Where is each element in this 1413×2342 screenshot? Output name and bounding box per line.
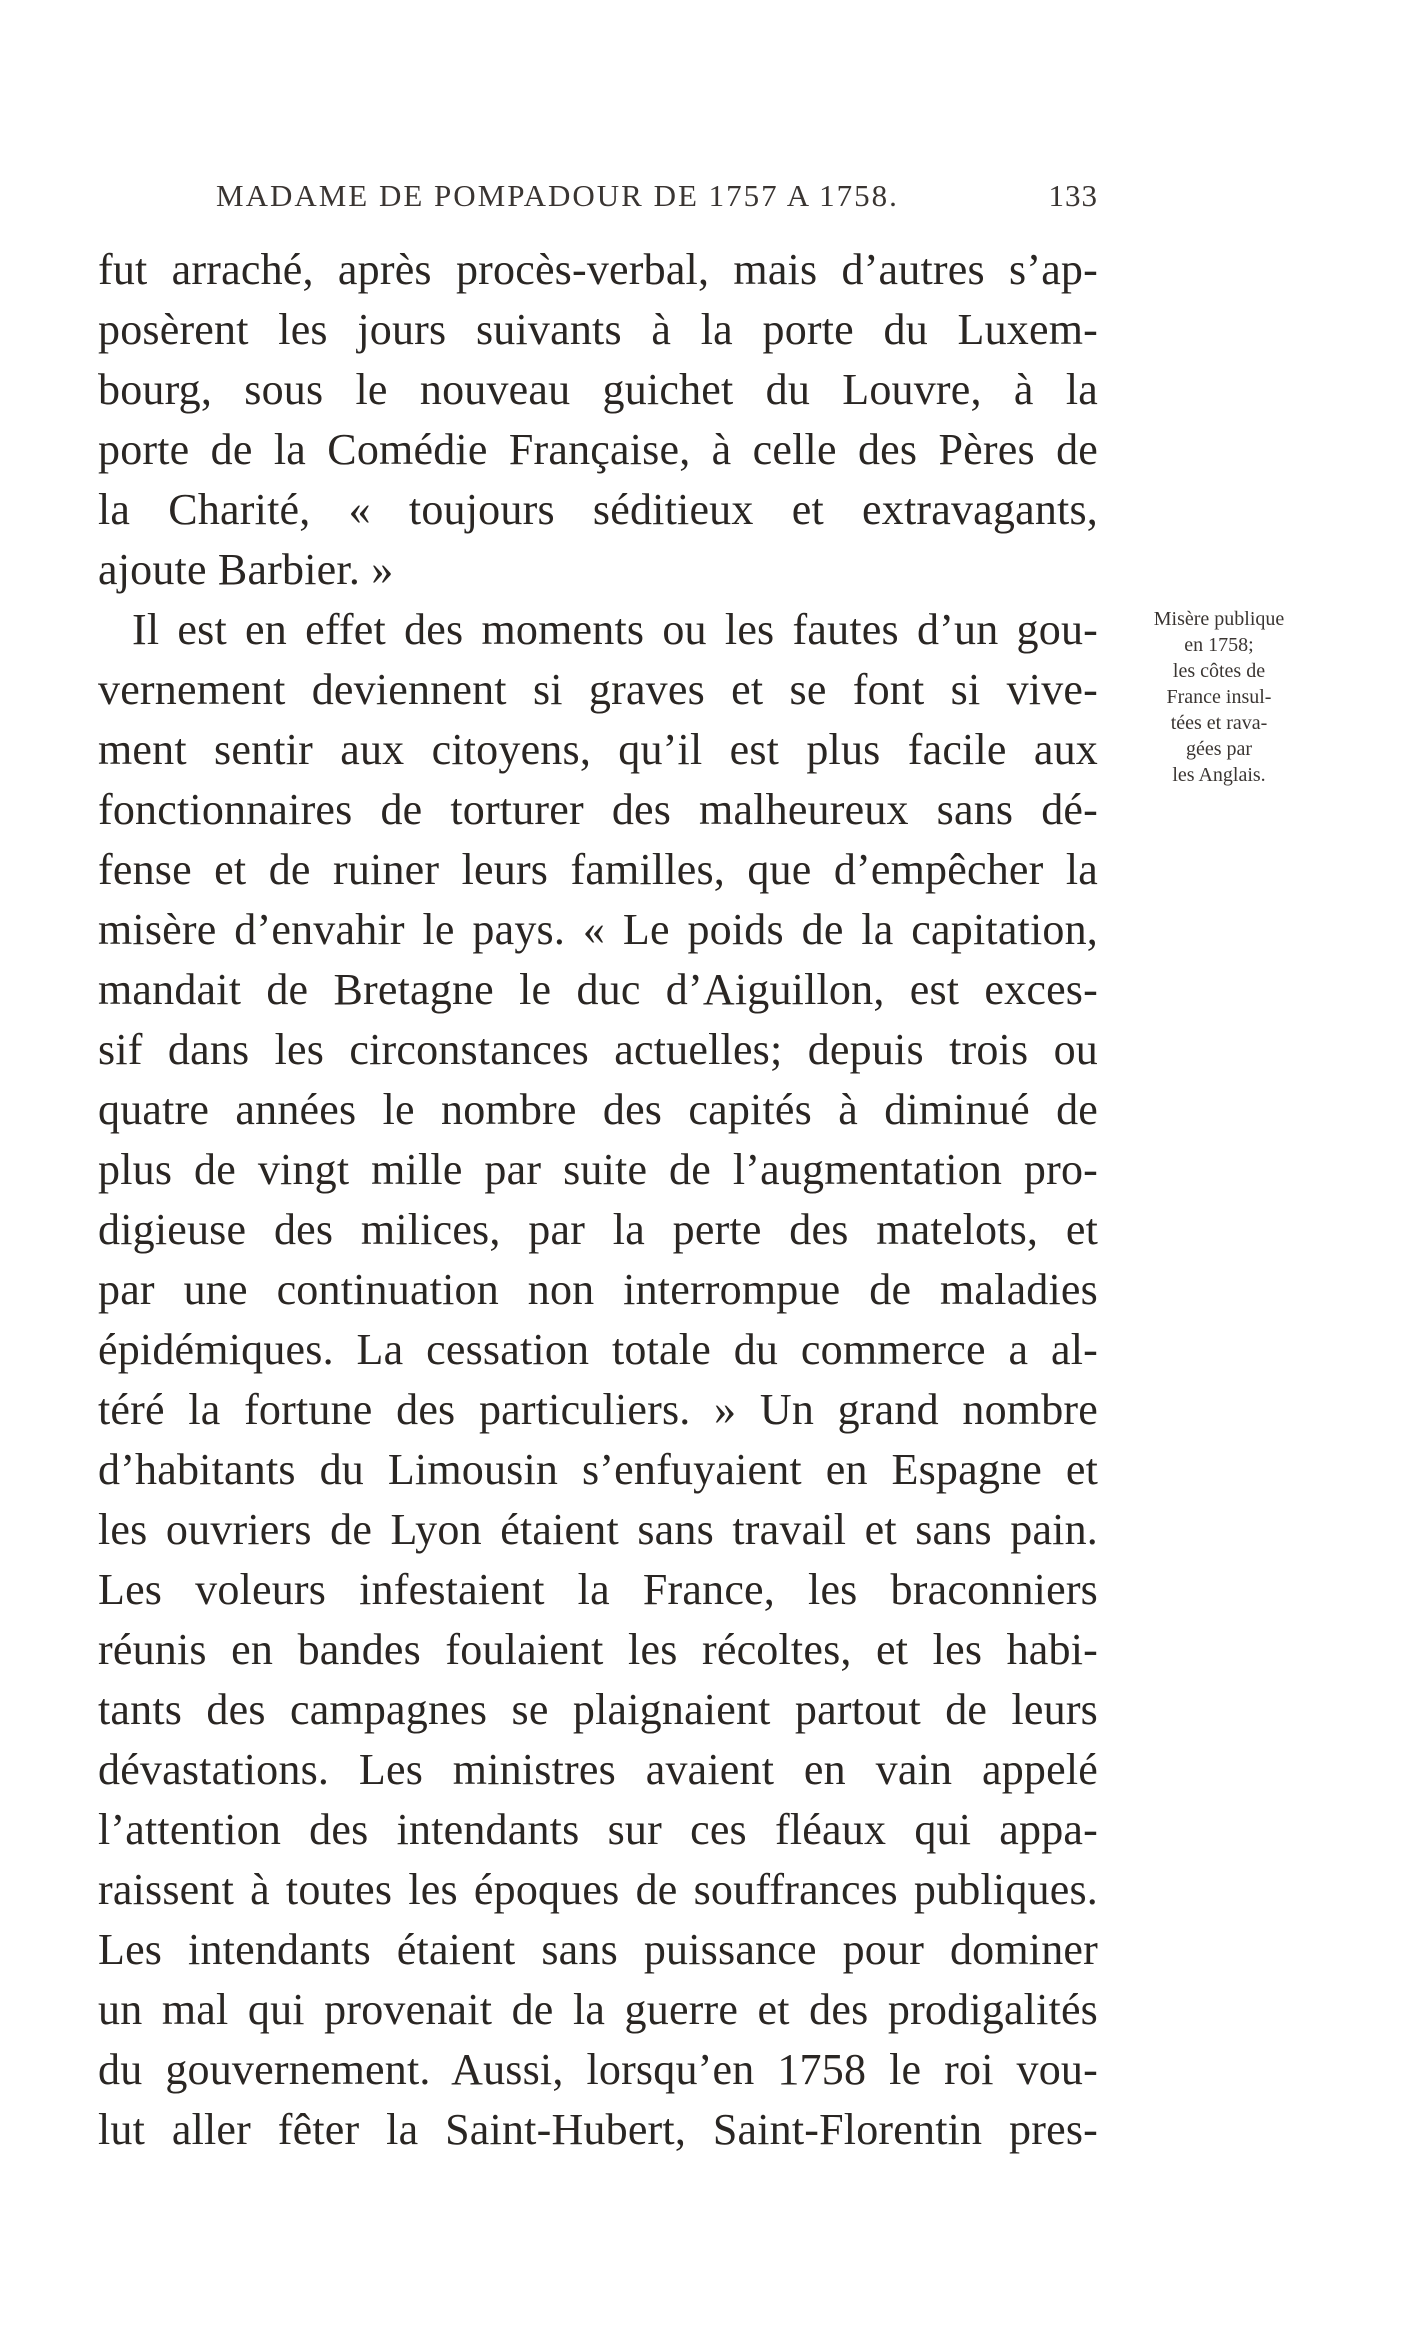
text-line: Il est en effet des moments ou les fautes d’un gou- (132, 605, 1098, 654)
text-line: raissent à toutes les époques de souffrances publiques. (98, 1865, 1098, 1914)
text-line: digieuse des milices, par la perte des matelots, et (98, 1205, 1098, 1254)
margin-note-line: les côtes de (1172, 660, 1266, 682)
text-line: misère d’envahir le pays. « Le poids de la capitation, (98, 905, 1098, 954)
text-line: Les voleurs infestaient la France, les braconniers (98, 1565, 1098, 1614)
text-line: Les intendants étaient sans puissance pour dominer (98, 1925, 1098, 1974)
text-line: vernement deviennent si graves et se font si vive- (98, 665, 1098, 714)
text-line: lut aller fêter la Saint-Hubert, Saint-Florentin pres- (98, 2105, 1098, 2154)
margin-note-line: tées et rava- (1170, 712, 1268, 734)
text-line: un mal qui provenait de la guerre et des prodigalités (98, 1985, 1098, 2034)
text-line: téré la fortune des particuliers. » Un grand nombre (98, 1385, 1098, 1434)
margin-note-line: France insul- (1166, 686, 1272, 708)
text-line: posèrent les jours suivants à la porte du Luxem- (98, 305, 1098, 354)
text-line: sif dans les circonstances actuelles; depuis trois ou (98, 1025, 1098, 1074)
margin-note-line: les Anglais. (1172, 764, 1266, 786)
text-line: les ouvriers de Lyon étaient sans travail et sans pain. (98, 1505, 1098, 1554)
text-line: plus de vingt mille par suite de l’augmentation pro- (98, 1145, 1098, 1194)
text-line: fonctionnaires de torturer des malheureux sans dé- (98, 785, 1098, 834)
page-number: 133 (1048, 178, 1098, 213)
text-line: ment sentir aux citoyens, qu’il est plus facile aux (98, 725, 1098, 774)
margin-note-line: gées par (1185, 738, 1253, 760)
text-line: fense et de ruiner leurs familles, que d’empêcher la (98, 845, 1098, 894)
text-line: fut arraché, après procès-verbal, mais d’autres s’ap- (98, 245, 1098, 294)
text-line: tants des campagnes se plaignaient partout de leurs (98, 1685, 1098, 1734)
text-line: mandait de Bretagne le duc d’Aiguillon, est exces- (98, 965, 1098, 1014)
margin-note (1126, 606, 1312, 788)
margin-note-line: en 1758; (1184, 634, 1254, 656)
text-line: d’habitants du Limousin s’enfuyaient en Espagne et (98, 1445, 1098, 1494)
text-line: dévastations. Les ministres avaient en vain appelé (98, 1745, 1098, 1794)
text-line: la Charité, « toujours séditieux et extravagants, (98, 485, 1098, 534)
text-line: porte de la Comédie Française, à celle des Pères de (98, 425, 1098, 474)
margin-note-line: Misère publique (1153, 608, 1285, 630)
text-line: l’attention des intendants sur ces fléaux qui appa- (98, 1805, 1098, 1854)
text-line: quatre années le nombre des capités à diminué de (98, 1085, 1098, 1134)
text-line: réunis en bandes foulaient les récoltes, et les habi- (98, 1625, 1098, 1674)
text-line: par une continuation non interrompue de maladies (98, 1265, 1098, 1314)
running-head (98, 178, 1098, 226)
running-head-title: MADAME DE POMPADOUR DE 1757 A 1758. (216, 178, 899, 213)
text-line: épidémiques. La cessation totale du commerce a al- (98, 1325, 1098, 1374)
body-text (98, 240, 1098, 2160)
text-line: du gouvernement. Aussi, lorsqu’en 1758 le roi vou- (98, 2045, 1098, 2094)
text-line: ajoute Barbier. » (98, 545, 394, 594)
text-line: bourg, sous le nouveau guichet du Louvre, à la (98, 365, 1098, 414)
